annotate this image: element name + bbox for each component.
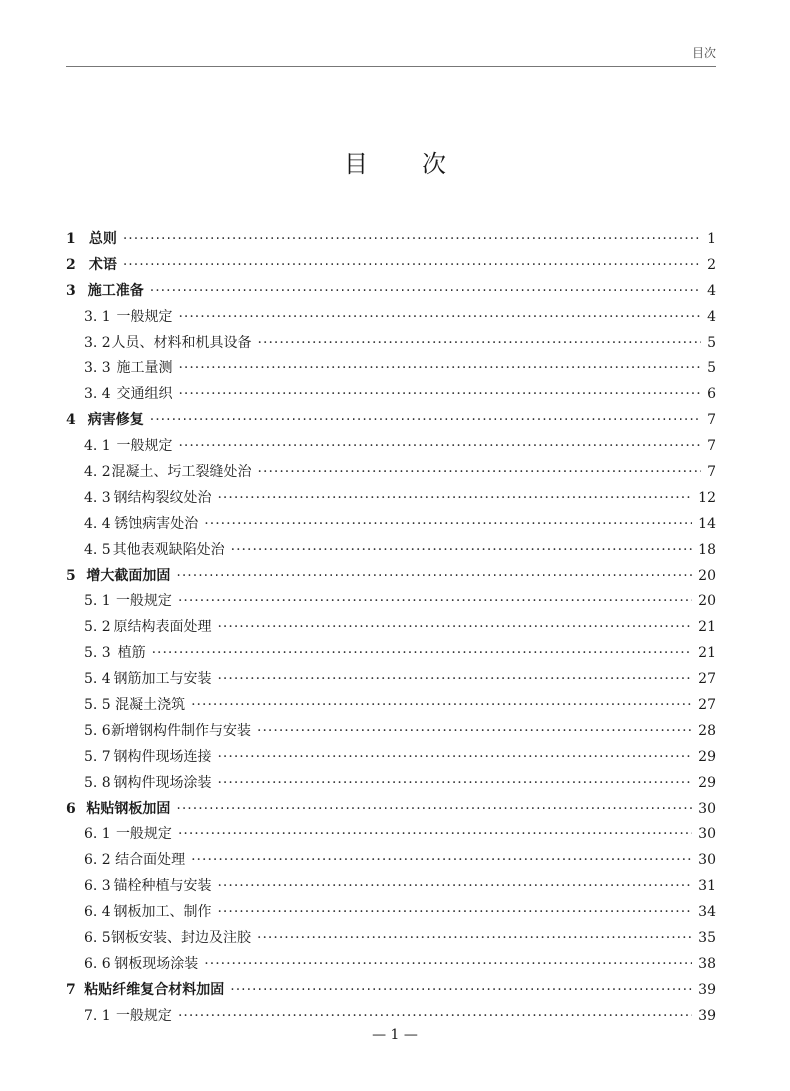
toc-entry-number: 6. 4 [84,904,111,921]
toc-entry-page: 21 [698,645,716,662]
toc-entry-title: 施工量测 [116,360,173,377]
header-rule [66,66,716,67]
toc-entry-page: 2 [707,256,716,273]
toc-entry-number: 5. 5 [84,697,111,714]
toc-entry-page: 30 [698,800,716,817]
dot-leader [217,615,692,641]
toc-entry-page: 29 [698,774,716,791]
toc-section-entry[interactable] [66,719,716,745]
toc-section-entry[interactable] [66,926,716,952]
dot-leader [217,771,692,797]
toc-chapter-entry[interactable] [66,253,716,279]
toc-section-entry[interactable] [66,460,716,486]
toc-entry-title: 钢板安装、封边及注胶 [111,930,252,947]
toc-entry-number: 5. 4 [84,671,111,688]
toc-section-entry[interactable] [66,952,716,978]
toc-entry-title: 植筋 [117,645,146,662]
toc-entry-number: 4. 2 [84,464,111,481]
dot-leader [176,564,692,590]
dot-leader [191,693,692,719]
toc-entry-number: 5. 1 [84,593,111,610]
toc-entry-title: 混凝土、圬工裂缝处治 [111,464,252,481]
toc-entry-number: 6. 3 [84,878,111,895]
toc-entry-page: 7 [707,464,716,481]
toc-section-entry[interactable] [66,615,716,641]
dot-leader [204,512,692,538]
toc-section-entry[interactable] [66,745,716,771]
dot-leader [178,822,692,848]
page-number: — 1 — [372,1027,418,1043]
toc-entry-title: 一般规定 [115,1007,172,1024]
toc-entry-title: 钢结构裂纹处治 [113,489,212,506]
toc-section-entry[interactable] [66,382,716,408]
toc-entry-page: 31 [698,878,716,895]
toc-section-entry[interactable] [66,693,716,719]
toc-entry-title: 混凝土浇筑 [115,697,186,714]
dot-leader [178,382,701,408]
toc-entry-number: 5 [66,567,76,584]
toc-entry-title: 一般规定 [115,593,172,610]
toc-entry-page: 27 [698,697,716,714]
toc-entry-page: 6 [707,386,716,403]
toc-entry-number: 6. 6 [84,955,111,972]
toc-section-entry[interactable] [66,771,716,797]
toc-entry-title: 术语 [88,256,117,273]
toc-entry-page: 29 [698,748,716,765]
toc-entry-number: 4. 5 [84,541,111,558]
toc-entry-title: 病害修复 [87,412,144,429]
toc-entry-number: 4. 4 [84,515,111,532]
toc-entry-title: 原结构表面处理 [113,619,212,636]
toc-chapter-entry[interactable] [66,227,716,253]
dot-leader [150,408,701,434]
toc-entry-number: 1 [66,231,76,247]
toc-chapter-entry[interactable] [66,797,716,823]
toc-entry-page: 20 [698,567,716,584]
toc-section-entry[interactable] [66,641,716,667]
dot-leader [257,719,692,745]
toc-entry-number: 3. 4 [84,386,111,403]
dot-leader [123,227,701,253]
toc-entry-page: 30 [698,826,716,843]
dot-leader [217,874,692,900]
toc-entry-title: 钢构件现场涂装 [113,774,212,791]
toc-section-entry[interactable] [66,874,716,900]
toc-entry-page: 18 [698,541,716,558]
toc-section-entry[interactable] [66,331,716,357]
toc-chapter-entry[interactable] [66,279,716,305]
toc-entry-title: 锈蚀病害处治 [114,515,199,532]
toc-entry-title: 粘贴纤维复合材料加固 [84,981,225,998]
toc-chapter-entry[interactable] [66,564,716,590]
dot-leader [257,926,692,952]
toc-section-entry[interactable] [66,900,716,926]
dot-leader [217,667,692,693]
toc-section-entry[interactable] [66,667,716,693]
dot-leader [231,538,693,564]
toc-entry-number: 3. 1 [84,308,111,325]
toc-entry-number: 6 [66,800,76,817]
dot-leader [178,434,701,460]
toc-entry-page: 39 [698,1007,716,1024]
toc-entry-number: 6. 1 [84,826,111,843]
toc-chapter-entry[interactable] [66,408,716,434]
toc-entry-number: 5. 7 [84,748,111,765]
toc-entry-page: 4 [707,308,716,325]
toc-entry-page: 5 [707,334,716,351]
toc-entry-title: 人员、材料和机具设备 [111,334,252,351]
toc-entry-page: 5 [707,360,716,377]
toc-entry-title: 结合面处理 [115,852,186,869]
dot-leader [123,253,701,279]
toc-entry-title: 总则 [88,231,117,247]
toc-section-entry[interactable] [66,486,716,512]
dot-leader [230,978,692,1004]
toc-entry-page: 7 [707,438,716,455]
dot-leader [178,305,701,331]
toc-entry-title: 一般规定 [116,438,173,455]
toc-entry-page: 38 [698,955,716,972]
table-of-contents [66,227,716,1030]
toc-entry-number: 3. 2 [84,334,111,351]
toc-entry-number: 2 [66,256,76,273]
toc-entry-title: 新增钢构件制作与安装 [111,722,252,739]
toc-entry-page: 35 [698,930,716,947]
toc-entry-page: 20 [698,593,716,610]
dot-leader [204,952,692,978]
dot-leader [217,900,692,926]
toc-entry-page: 30 [698,852,716,869]
toc-entry-number: 4. 3 [84,489,111,506]
toc-section-entry[interactable] [66,822,716,848]
dot-leader [178,1004,692,1030]
toc-entry-title: 一般规定 [116,308,173,325]
toc-entry-title: 其他表观缺陷处治 [112,541,225,558]
toc-entry-number: 3. 3 [84,360,111,377]
toc-entry-number: 4 [66,412,76,429]
toc-entry-page: 27 [698,671,716,688]
toc-section-entry[interactable] [66,512,716,538]
toc-entry-title: 一般规定 [115,826,172,843]
page-title: 目次 [344,150,500,178]
toc-entry-page: 14 [698,515,716,532]
dot-leader [176,797,692,823]
toc-entry-page: 7 [707,412,716,429]
toc-entry-page: 34 [698,904,716,921]
dot-leader [217,745,692,771]
dot-leader [178,589,692,615]
toc-entry-title: 交通组织 [116,386,173,403]
dot-leader [150,279,701,305]
toc-chapter-entry[interactable] [66,978,716,1004]
dot-leader [191,848,692,874]
toc-entry-number: 5. 3 [84,645,111,662]
toc-entry-title: 钢板现场涂装 [114,955,199,972]
dot-leader [178,356,701,382]
dot-leader [152,641,693,667]
toc-entry-title: 钢板加工、制作 [113,904,212,921]
toc-entry-number: 5. 6 [84,722,111,739]
toc-entry-number: 4. 1 [84,438,111,455]
toc-entry-number: 5. 2 [84,619,111,636]
toc-entry-page: 1 [707,231,716,247]
running-header: 目次 [691,46,716,60]
toc-entry-number: 6. 5 [84,930,111,947]
toc-entry-page: 21 [698,619,716,636]
toc-section-entry[interactable] [66,848,716,874]
toc-entry-page: 4 [707,282,716,299]
toc-entry-title: 施工准备 [87,282,144,299]
toc-entry-title: 粘贴钢板加固 [86,800,171,817]
toc-entry-number: 3 [66,282,76,299]
dot-leader [258,331,702,357]
toc-entry-number: 7 [66,981,76,998]
toc-entry-title: 增大截面加固 [86,567,171,584]
toc-section-entry[interactable] [66,589,716,615]
toc-entry-page: 12 [698,489,716,506]
toc-entry-page: 28 [698,722,716,739]
toc-entry-number: 5. 8 [84,774,111,791]
toc-section-entry[interactable] [66,356,716,382]
toc-entry-title: 钢构件现场连接 [113,748,212,765]
toc-entry-number: 7. 1 [84,1007,111,1024]
toc-section-entry[interactable] [66,538,716,564]
toc-entry-page: 39 [698,981,716,998]
toc-entry-number: 6. 2 [84,852,111,869]
dot-leader [217,486,692,512]
toc-entry-title: 钢筋加工与安装 [113,671,212,688]
toc-section-entry[interactable] [66,434,716,460]
dot-leader [258,460,702,486]
toc-section-entry[interactable] [66,1004,716,1030]
toc-entry-title: 锚栓种植与安装 [113,878,212,895]
toc-section-entry[interactable] [66,305,716,331]
